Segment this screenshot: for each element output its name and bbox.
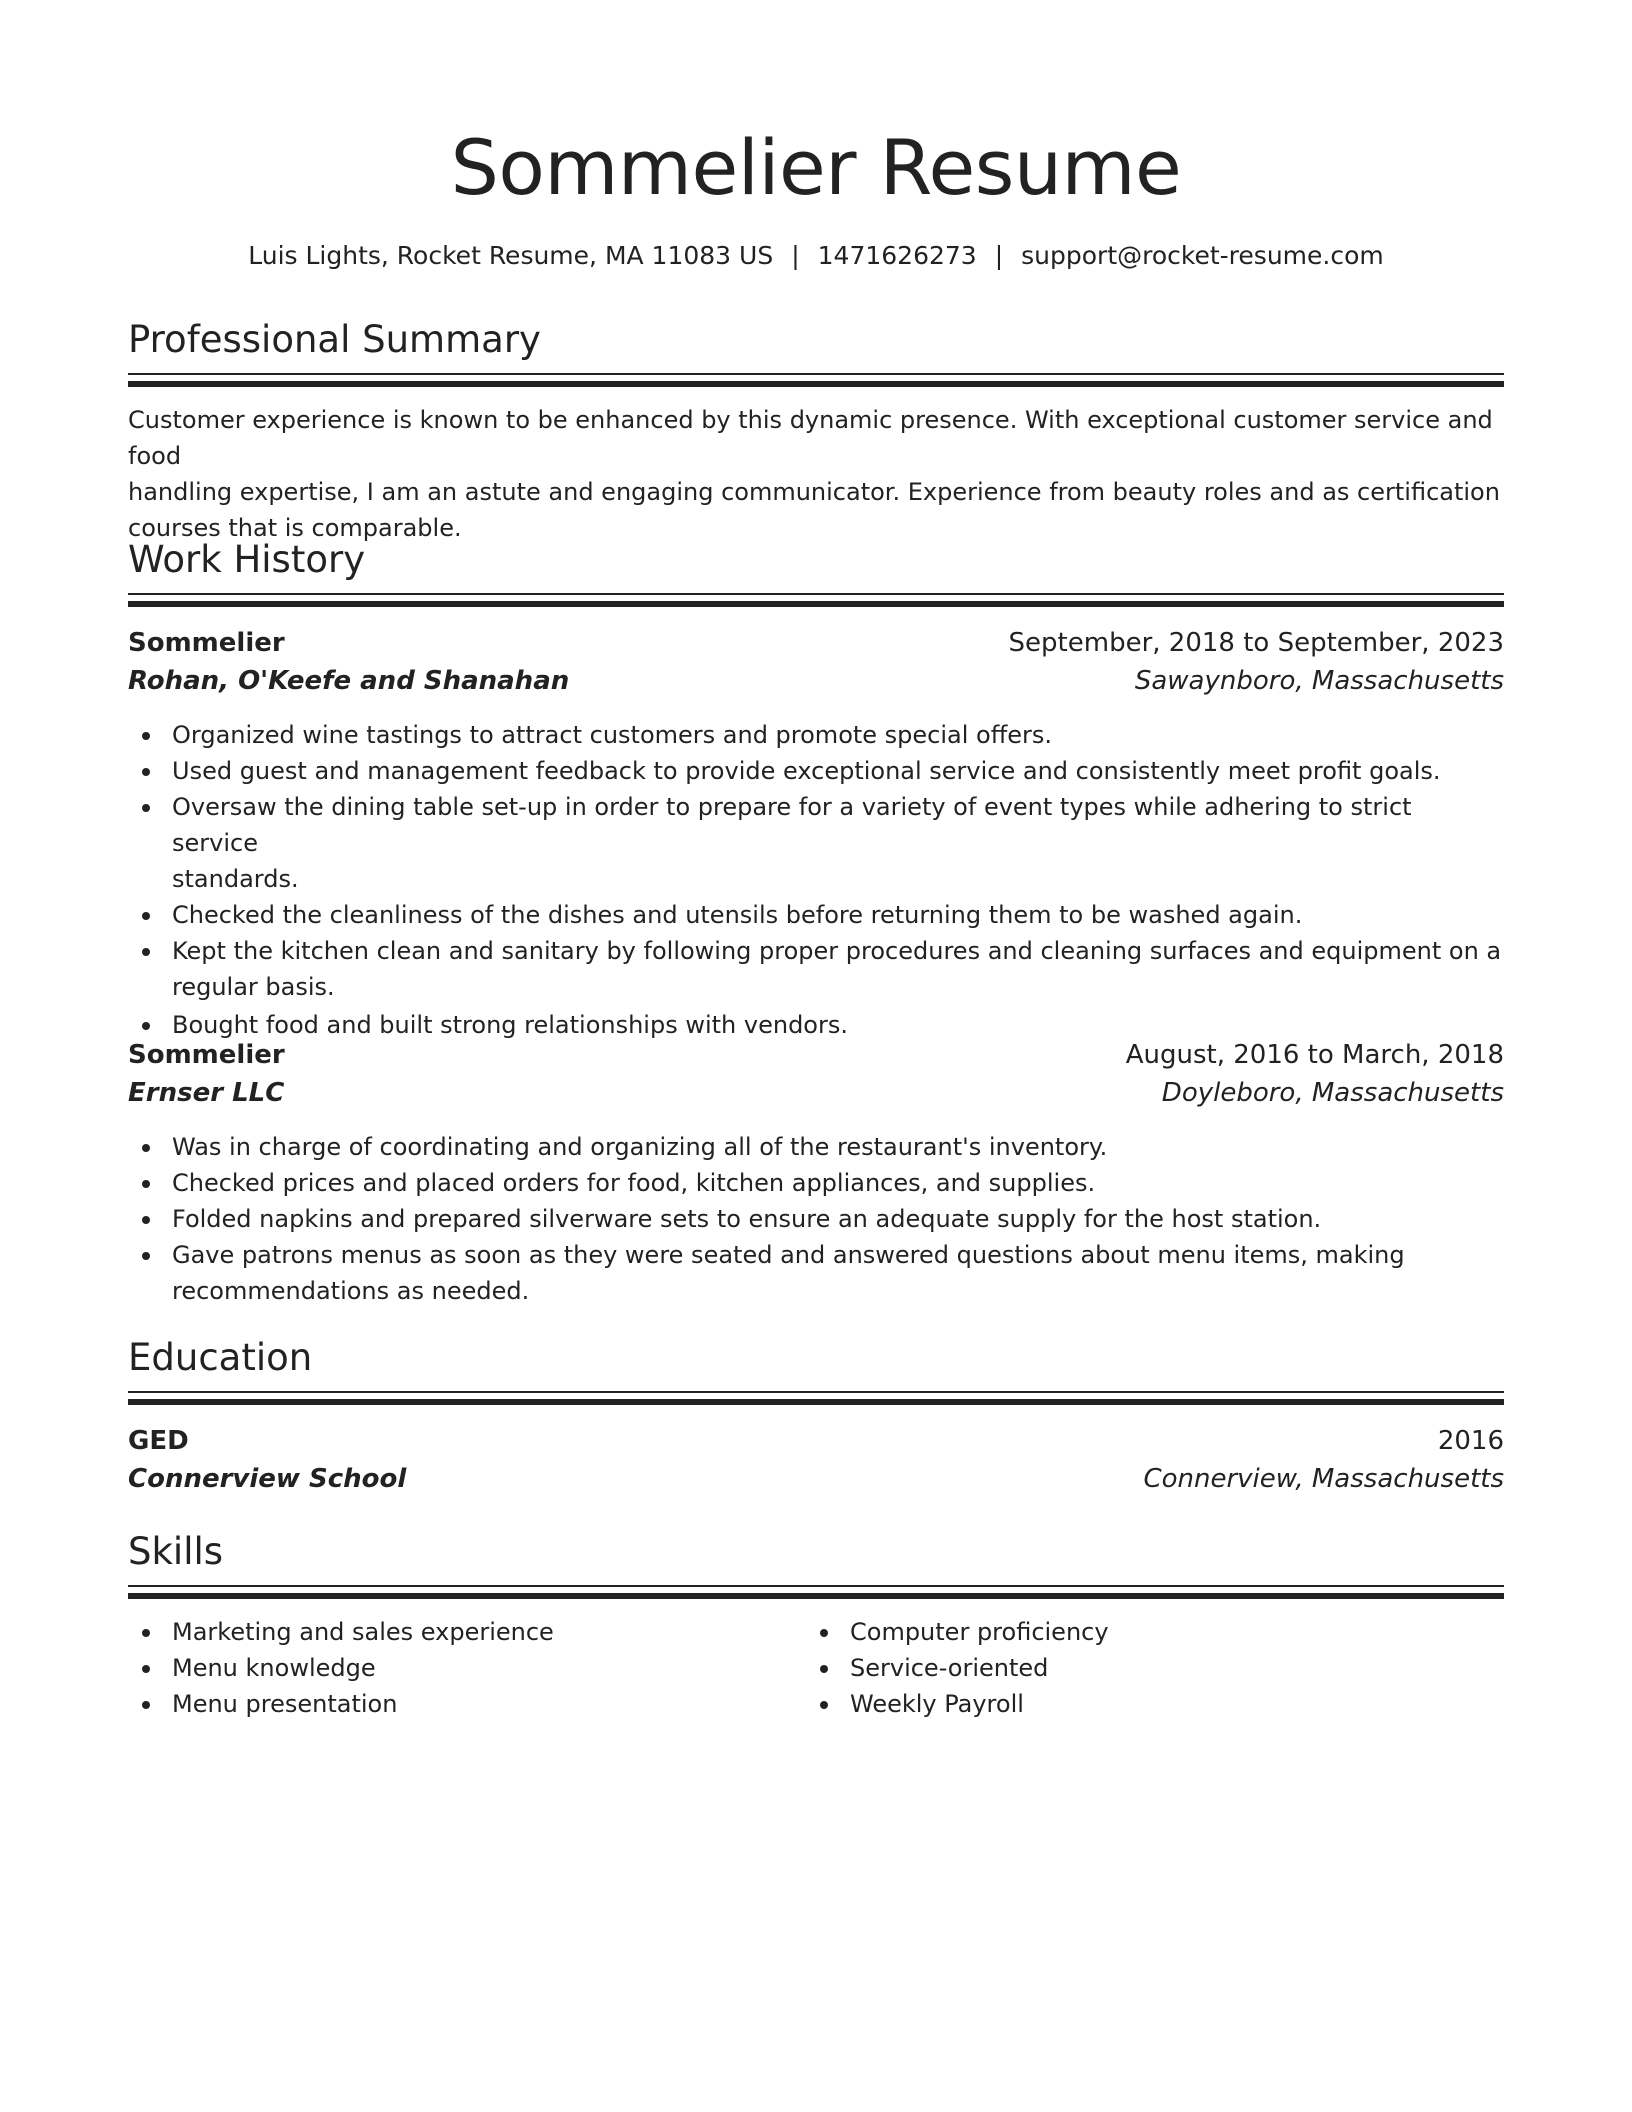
list-item: Was in charge of coordinating and organizing all of the restaurant's inventory. — [128, 1129, 1504, 1165]
education-subheader — [128, 1460, 1504, 1498]
summary-line: Customer experience is known to be enhanced by this dynamic presence. With exceptional customer service and food — [128, 406, 1493, 470]
contact-phone: 1471626273 — [817, 241, 977, 270]
list-item: Checked the cleanliness of the dishes and utensils before returning them to be washed again. — [128, 897, 1504, 933]
job-dates: September, 2018 to September, 2023 — [1008, 628, 1504, 658]
job-title: Sommelier — [128, 628, 285, 658]
section-heading-education: Education — [128, 1336, 313, 1379]
list-item: Checked prices and placed orders for food, kitchen appliances, and supplies. — [128, 1165, 1504, 1201]
list-item: Gave patrons menus as soon as they were seated and answered questions about menu items, making recommendations as needed. — [128, 1237, 1504, 1309]
job-company: Rohan, O'Keefe and Shanahan — [128, 666, 570, 696]
job-location: Sawaynboro, Massachusetts — [1134, 666, 1504, 696]
skill-item: Service-oriented — [806, 1650, 1632, 1686]
education-degree: GED — [128, 1426, 189, 1456]
education-header — [128, 1422, 1504, 1460]
job-header — [128, 1036, 1504, 1074]
resume-title: Sommelier Resume — [450, 123, 1182, 212]
skills-list-right — [806, 1614, 1632, 1722]
job-bullets — [128, 1129, 1504, 1309]
skill-item: Marketing and sales experience — [128, 1614, 1504, 1650]
contact-separator: | — [791, 241, 800, 270]
list-item: Oversaw the dining table set-up in order to prepare for a variety of event types while adhering to strict service standards. — [128, 789, 1504, 897]
education-location: Connerview, Massachusetts — [1143, 1464, 1504, 1494]
job-title: Sommelier — [128, 1040, 285, 1070]
summary-text — [128, 402, 1504, 546]
job-subheader — [128, 662, 1504, 700]
section-heading-summary: Professional Summary — [128, 318, 541, 361]
contact-line — [128, 238, 1504, 274]
job-subheader — [128, 1074, 1504, 1112]
skill-item: Weekly Payroll — [806, 1686, 1632, 1722]
section-heading-work: Work History — [128, 538, 366, 581]
list-item: Used guest and management feedback to provide exceptional service and consistently meet profit goals. — [128, 753, 1504, 789]
section-heading-skills: Skills — [128, 1530, 224, 1573]
job-header — [128, 624, 1504, 662]
skill-item: Menu presentation — [128, 1686, 1504, 1722]
section-divider — [128, 1585, 1504, 1599]
job-location: Doyleboro, Massachusetts — [1161, 1078, 1504, 1108]
education-year: 2016 — [1437, 1426, 1504, 1456]
job-bullets — [128, 717, 1504, 1043]
contact-separator: | — [994, 241, 1004, 270]
list-item: Organized wine tastings to attract customers and promote special offers. — [128, 717, 1504, 753]
list-item: Kept the kitchen clean and sanitary by following proper procedures and cleaning surfaces and equipment on a regular basis. — [128, 933, 1504, 1005]
list-item: Folded napkins and prepared silverware sets to ensure an adequate supply for the host station. — [128, 1201, 1504, 1237]
job-company: Ernser LLC — [128, 1078, 285, 1108]
section-divider — [128, 593, 1504, 607]
contact-email: support@rocket-resume.com — [1021, 241, 1384, 270]
contact-address: Luis Lights, Rocket Resume, MA 11083 US — [248, 241, 774, 270]
summary-line: courses that is comparable. — [128, 514, 462, 542]
skill-item: Menu knowledge — [128, 1650, 1504, 1686]
skill-item: Computer proficiency — [806, 1614, 1632, 1650]
list-item: Bought food and built strong relationships with vendors. — [128, 1007, 1504, 1043]
section-divider — [128, 1391, 1504, 1405]
job-dates: August, 2016 to March, 2018 — [1125, 1040, 1504, 1070]
education-school: Connerview School — [128, 1464, 407, 1494]
summary-line: handling expertise, I am an astute and engaging communicator. Experience from beauty roles and as certification — [128, 478, 1500, 506]
section-divider — [128, 373, 1504, 387]
